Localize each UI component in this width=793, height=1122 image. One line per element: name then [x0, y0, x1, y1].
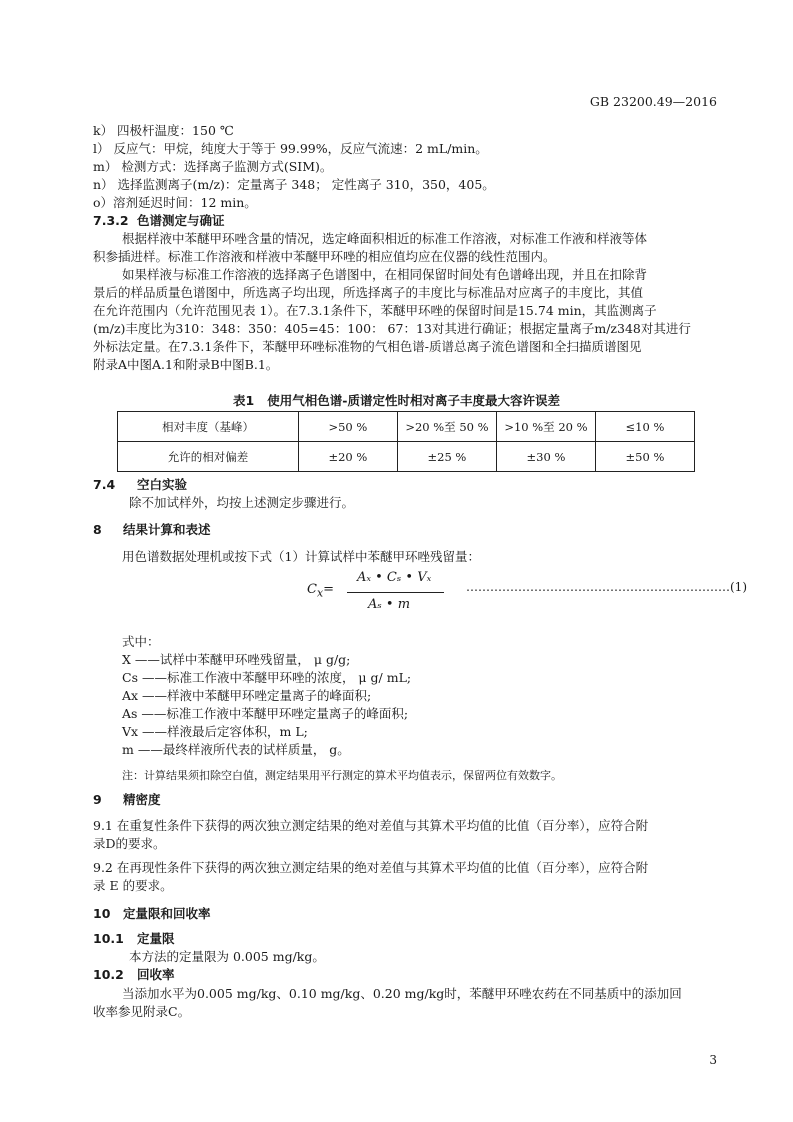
page-number: 3 [709, 1053, 717, 1067]
paragraph-line: 9.2 在再现性条件下获得的两次独立测定结果的绝对差值与其算术平均值的比值（百分率），应符合附 [93, 860, 649, 875]
table-cell: 允许的相对偏差 [118, 442, 299, 472]
section-9-heading [93, 790, 161, 808]
section-title: 回收率 [137, 967, 175, 982]
section-title: 定量限和回收率 [123, 906, 211, 921]
section-number: 8 [93, 522, 102, 537]
section-10-1-heading [93, 929, 175, 947]
paragraph-line: 9.1 在重复性条件下获得的两次独立测定结果的绝对差值与其算术平均值的比值（百分率），应符合附 [93, 818, 649, 833]
table-title: 使用气相色谱-质谱定性时相对离子丰度最大容许误差 [267, 393, 560, 408]
variable-definition: Vx ——样液最后定容体积，m L; [122, 724, 308, 739]
table-cell: ±25 % [397, 442, 496, 472]
variable-definition: m ——最终样液所代表的试样质量， g。 [122, 742, 350, 757]
variable-definition: X ——试样中苯醚甲环唑残留量， μ g/g; [122, 652, 351, 667]
section-7-3-2-heading [93, 211, 225, 229]
table-label: 表1 [233, 393, 255, 408]
formula-denominator: Aₛ • m [368, 597, 411, 612]
section-title: 结果计算和表述 [123, 522, 211, 537]
table-cell: ±30 % [496, 442, 595, 472]
paragraph-line: 外标法定量。在7.3.1条件下，苯醚甲环唑标准物的气相色谱-质谱总离子流色谱图和全扫描质谱图见 [93, 339, 642, 354]
table-cell: ±50 % [595, 442, 694, 472]
condition-m: m） 检测方式：选择离子监测方式(SIM)。 [93, 159, 333, 174]
section-number: 10.2 [93, 967, 124, 982]
paragraph-line: 用色谱数据处理机或按下式（1）计算试样中苯醚甲环唑残留量： [122, 549, 480, 564]
table-1-caption [0, 391, 793, 409]
section-number: 7.4 [93, 477, 116, 492]
calculation-note: 注：计算结果须扣除空白值，测定结果用平行测定的算术平均值表示，保留两位有效数字。 [122, 769, 562, 782]
table-row [118, 442, 695, 472]
variable-definition: As ——标准工作液中苯醚甲环唑定量离子的峰面积; [122, 706, 409, 721]
formula-lhs-subscript: x [316, 586, 324, 600]
paragraph-line: 根据样液中苯醚甲环唑含量的情况，选定峰面积相近的标准工作溶液，对标准工作液和样液等体 [122, 231, 648, 246]
formula-number: …………………………………………………………(1) [466, 580, 747, 594]
table-cell: 相对丰度（基峰） [118, 412, 299, 442]
formula-equals: = [323, 582, 334, 597]
condition-n: n） 选择监测离子(m/z)：定量离子 348； 定性离子 310，350，405。 [93, 177, 495, 192]
paragraph-line: 除不加试样外，均按上述测定步骤进行。 [129, 495, 355, 510]
table-cell: >10 %至 20 % [496, 412, 595, 442]
formula-lhs-symbol: C [307, 582, 317, 597]
condition-k: k） 四极杆温度：150 ℃ [93, 123, 234, 138]
section-number: 9 [93, 792, 102, 807]
table-cell: ±20 % [298, 442, 397, 472]
standard-code-header: GB 23200.49—2016 [589, 94, 717, 109]
paragraph-line: 如果样液与标准工作溶液的选择离子色谱图中，在相同保留时间处有色谱峰出现，并且在扣除背 [122, 267, 648, 282]
section-title: 定量限 [137, 931, 175, 946]
section-title: 色谱测定与确证 [137, 213, 225, 228]
section-title: 空白实验 [137, 477, 188, 492]
section-title: 精密度 [123, 792, 161, 807]
table-cell: >50 % [298, 412, 397, 442]
paragraph-line: 录D的要求。 [93, 836, 166, 851]
table-cell: >20 %至 50 % [397, 412, 496, 442]
formula-lhs [307, 582, 334, 600]
condition-l: l） 反应气：甲烷，纯度大于等于 99.99%，反应气流速：2 mL/min。 [93, 141, 488, 156]
section-number: 10.1 [93, 931, 124, 946]
where-label: 式中： [122, 634, 160, 649]
paragraph-line: 当添加水平为0.005 mg/kg、0.10 mg/kg、0.20 mg/kg时，苯醚甲环唑农药在不同基质中的添加回 [122, 986, 682, 1001]
table-cell: ≤10 % [595, 412, 694, 442]
paragraph-line: 景后的样品质量色谱图中，所选离子均出现，所选择离子的丰度比与标准品对应离子的丰度比，其值 [93, 285, 644, 300]
paragraph-line: 收率参见附录C。 [93, 1004, 191, 1019]
section-number: 10 [93, 906, 111, 921]
section-10-2-heading [93, 965, 175, 983]
section-8-heading [93, 520, 211, 538]
section-10-heading [93, 904, 211, 922]
paragraph-line: 本方法的定量限为 0.005 mg/kg。 [129, 949, 325, 964]
formula-numerator: Aₓ • Cₛ • Vₓ [357, 570, 432, 585]
section-number: 7.3.2 [93, 213, 129, 228]
condition-o: o）溶剂延迟时间：12 min。 [93, 195, 257, 210]
paragraph-line: 录 E 的要求。 [93, 878, 173, 893]
fraction-bar [347, 592, 444, 593]
variable-definition: Cs ——标准工作液中苯醚甲环唑的浓度， μ g/ mL; [122, 670, 412, 685]
table-row [118, 412, 695, 442]
paragraph-line: (m/z)丰度比为310：348：350：405=45：100： 67：13对其进行确证；根据定量离子m/z348对其进行 [93, 321, 691, 336]
paragraph-line: 附录A中图A.1和附录B中图B.1。 [93, 357, 279, 372]
paragraph-line: 积参插进样。标准工作溶液和样液中苯醚甲环唑的相应值均应在仪器的线性范围内。 [93, 249, 556, 264]
variable-definition: Ax ——样液中苯醚甲环唑定量离子的峰面积; [122, 688, 372, 703]
tolerance-table [117, 411, 695, 472]
paragraph-line: 在允许范围内（允许范围见表 1）。在7.3.1条件下，苯醚甲环唑的保留时间是15.74 min，其监测离子 [93, 303, 657, 318]
section-7-4-heading [93, 475, 187, 493]
